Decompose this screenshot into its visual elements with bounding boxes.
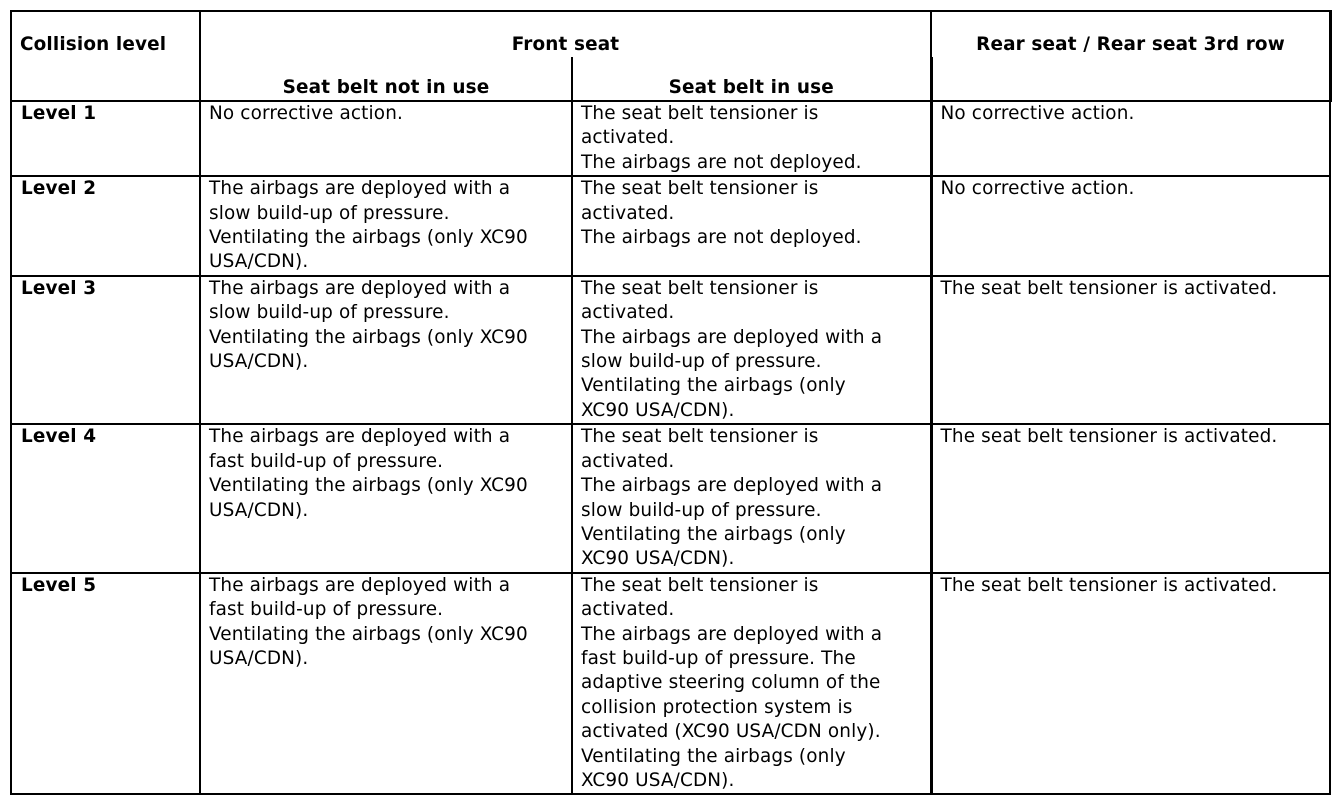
cell-text-line: The seat belt tensioner is — [581, 178, 819, 200]
level-label: Level 3 — [11, 276, 200, 424]
cell-text-line: Ventilating the airbags (only XC90 — [209, 475, 528, 497]
cell-text-line: fast build-up of pressure. — [209, 450, 444, 472]
collision-level-header: Collision level — [11, 11, 200, 101]
cell-text-line: The seat belt tensioner is activated. — [940, 277, 1278, 299]
cell-text-line: The seat belt tensioner is — [581, 426, 819, 448]
cell-text-line: XC90 USA/CDN). — [581, 548, 735, 570]
cell-text-line: slow build-up of pressure. — [209, 202, 450, 224]
cell-text-line: adaptive steering column of the — [581, 672, 881, 694]
belt-not-in-use-cell — [200, 573, 572, 795]
belt-not-in-use-cell — [200, 176, 572, 276]
belt-not-in-use-cell — [200, 424, 572, 572]
level-label: Level 4 — [11, 424, 200, 572]
rear-seat-cell — [931, 424, 1330, 572]
belt-in-use-cell — [572, 424, 931, 572]
cell-text-line: activated. — [581, 127, 675, 149]
cell-text-line: Ventilating the airbags (only — [581, 523, 846, 545]
belt-in-use-cell — [572, 101, 931, 176]
cell-text-line: activated. — [581, 302, 675, 324]
belt-in-use-header: Seat belt in use — [572, 57, 931, 101]
cell-text-line: slow build-up of pressure. — [209, 302, 450, 324]
belt-not-in-use-cell — [200, 276, 572, 424]
cell-text-line: The airbags are not deployed. — [581, 151, 862, 173]
collision-level-table — [10, 10, 1332, 795]
cell-text-line: The airbags are deployed with a — [209, 426, 511, 448]
cell-text-line: XC90 USA/CDN). — [581, 399, 735, 421]
cell-text-line: XC90 USA/CDN). — [581, 769, 735, 791]
cell-text-line: fast build-up of pressure. The — [581, 647, 856, 669]
cell-text-line: The airbags are deployed with a — [581, 326, 883, 348]
cell-text-line: activated. — [581, 450, 675, 472]
cell-text-line: USA/CDN). — [209, 499, 309, 521]
cell-text-line: The airbags are deployed with a — [209, 178, 511, 200]
cell-text-line: The seat belt tensioner is activated. — [940, 426, 1278, 448]
cell-text-line: The airbags are deployed with a — [581, 623, 883, 645]
rear-seat-cell — [931, 573, 1330, 795]
cell-text-line: Ventilating the airbags (only — [581, 745, 846, 767]
cell-text-line: The airbags are deployed with a — [209, 574, 511, 596]
cell-text-line: activated. — [581, 599, 675, 621]
cell-text-line: No corrective action. — [940, 178, 1135, 200]
level-label: Level 5 — [11, 573, 200, 795]
cell-text-line: collision protection system is — [581, 696, 853, 718]
cell-text-line: Ventilating the airbags (only XC90 — [209, 326, 528, 348]
cell-text-line: The seat belt tensioner is activated. — [940, 574, 1278, 596]
cell-text-line: The airbags are deployed with a — [209, 277, 511, 299]
cell-text-line: The seat belt tensioner is — [581, 277, 819, 299]
belt-not-in-use-header: Seat belt not in use — [200, 57, 572, 101]
belt-in-use-cell — [572, 176, 931, 276]
table-row — [11, 101, 1330, 176]
rear-seat-cell — [931, 276, 1330, 424]
header-row — [11, 11, 1330, 57]
belt-in-use-cell — [572, 573, 931, 795]
table-row — [11, 573, 1330, 795]
level-label: Level 1 — [11, 101, 200, 176]
cell-text-line: The airbags are not deployed. — [581, 227, 862, 249]
cell-text-line: fast build-up of pressure. — [209, 599, 444, 621]
cell-text-line: No corrective action. — [940, 103, 1135, 124]
cell-text-line: activated. — [581, 202, 675, 224]
cell-text-line: No corrective action. — [209, 103, 404, 124]
level-label: Level 2 — [11, 176, 200, 276]
front-seat-header: Front seat — [200, 11, 931, 57]
cell-text-line: slow build-up of pressure. — [581, 351, 822, 373]
cell-text-line: USA/CDN). — [209, 251, 309, 273]
belt-not-in-use-cell — [200, 101, 572, 176]
table-row — [11, 176, 1330, 276]
table-row — [11, 424, 1330, 572]
cell-text-line: Ventilating the airbags (only XC90 — [209, 623, 528, 645]
cell-text-line: slow build-up of pressure. — [581, 499, 822, 521]
cell-text-line: Ventilating the airbags (only — [581, 375, 846, 397]
rear-seat-cell — [931, 176, 1330, 276]
table-row — [11, 276, 1330, 424]
cell-text-line: The airbags are deployed with a — [581, 475, 883, 497]
cell-text-line: The seat belt tensioner is — [581, 574, 819, 596]
cell-text-line: activated (XC90 USA/CDN only). — [581, 721, 881, 743]
cell-text-line: USA/CDN). — [209, 351, 309, 373]
cell-text-line: Ventilating the airbags (only XC90 — [209, 227, 528, 249]
belt-in-use-cell — [572, 276, 931, 424]
rear-seat-cell — [931, 101, 1330, 176]
rear-seat-header: Rear seat / Rear seat 3rd row — [931, 11, 1330, 101]
cell-text-line: The seat belt tensioner is — [581, 103, 819, 124]
cell-text-line: USA/CDN). — [209, 647, 309, 669]
